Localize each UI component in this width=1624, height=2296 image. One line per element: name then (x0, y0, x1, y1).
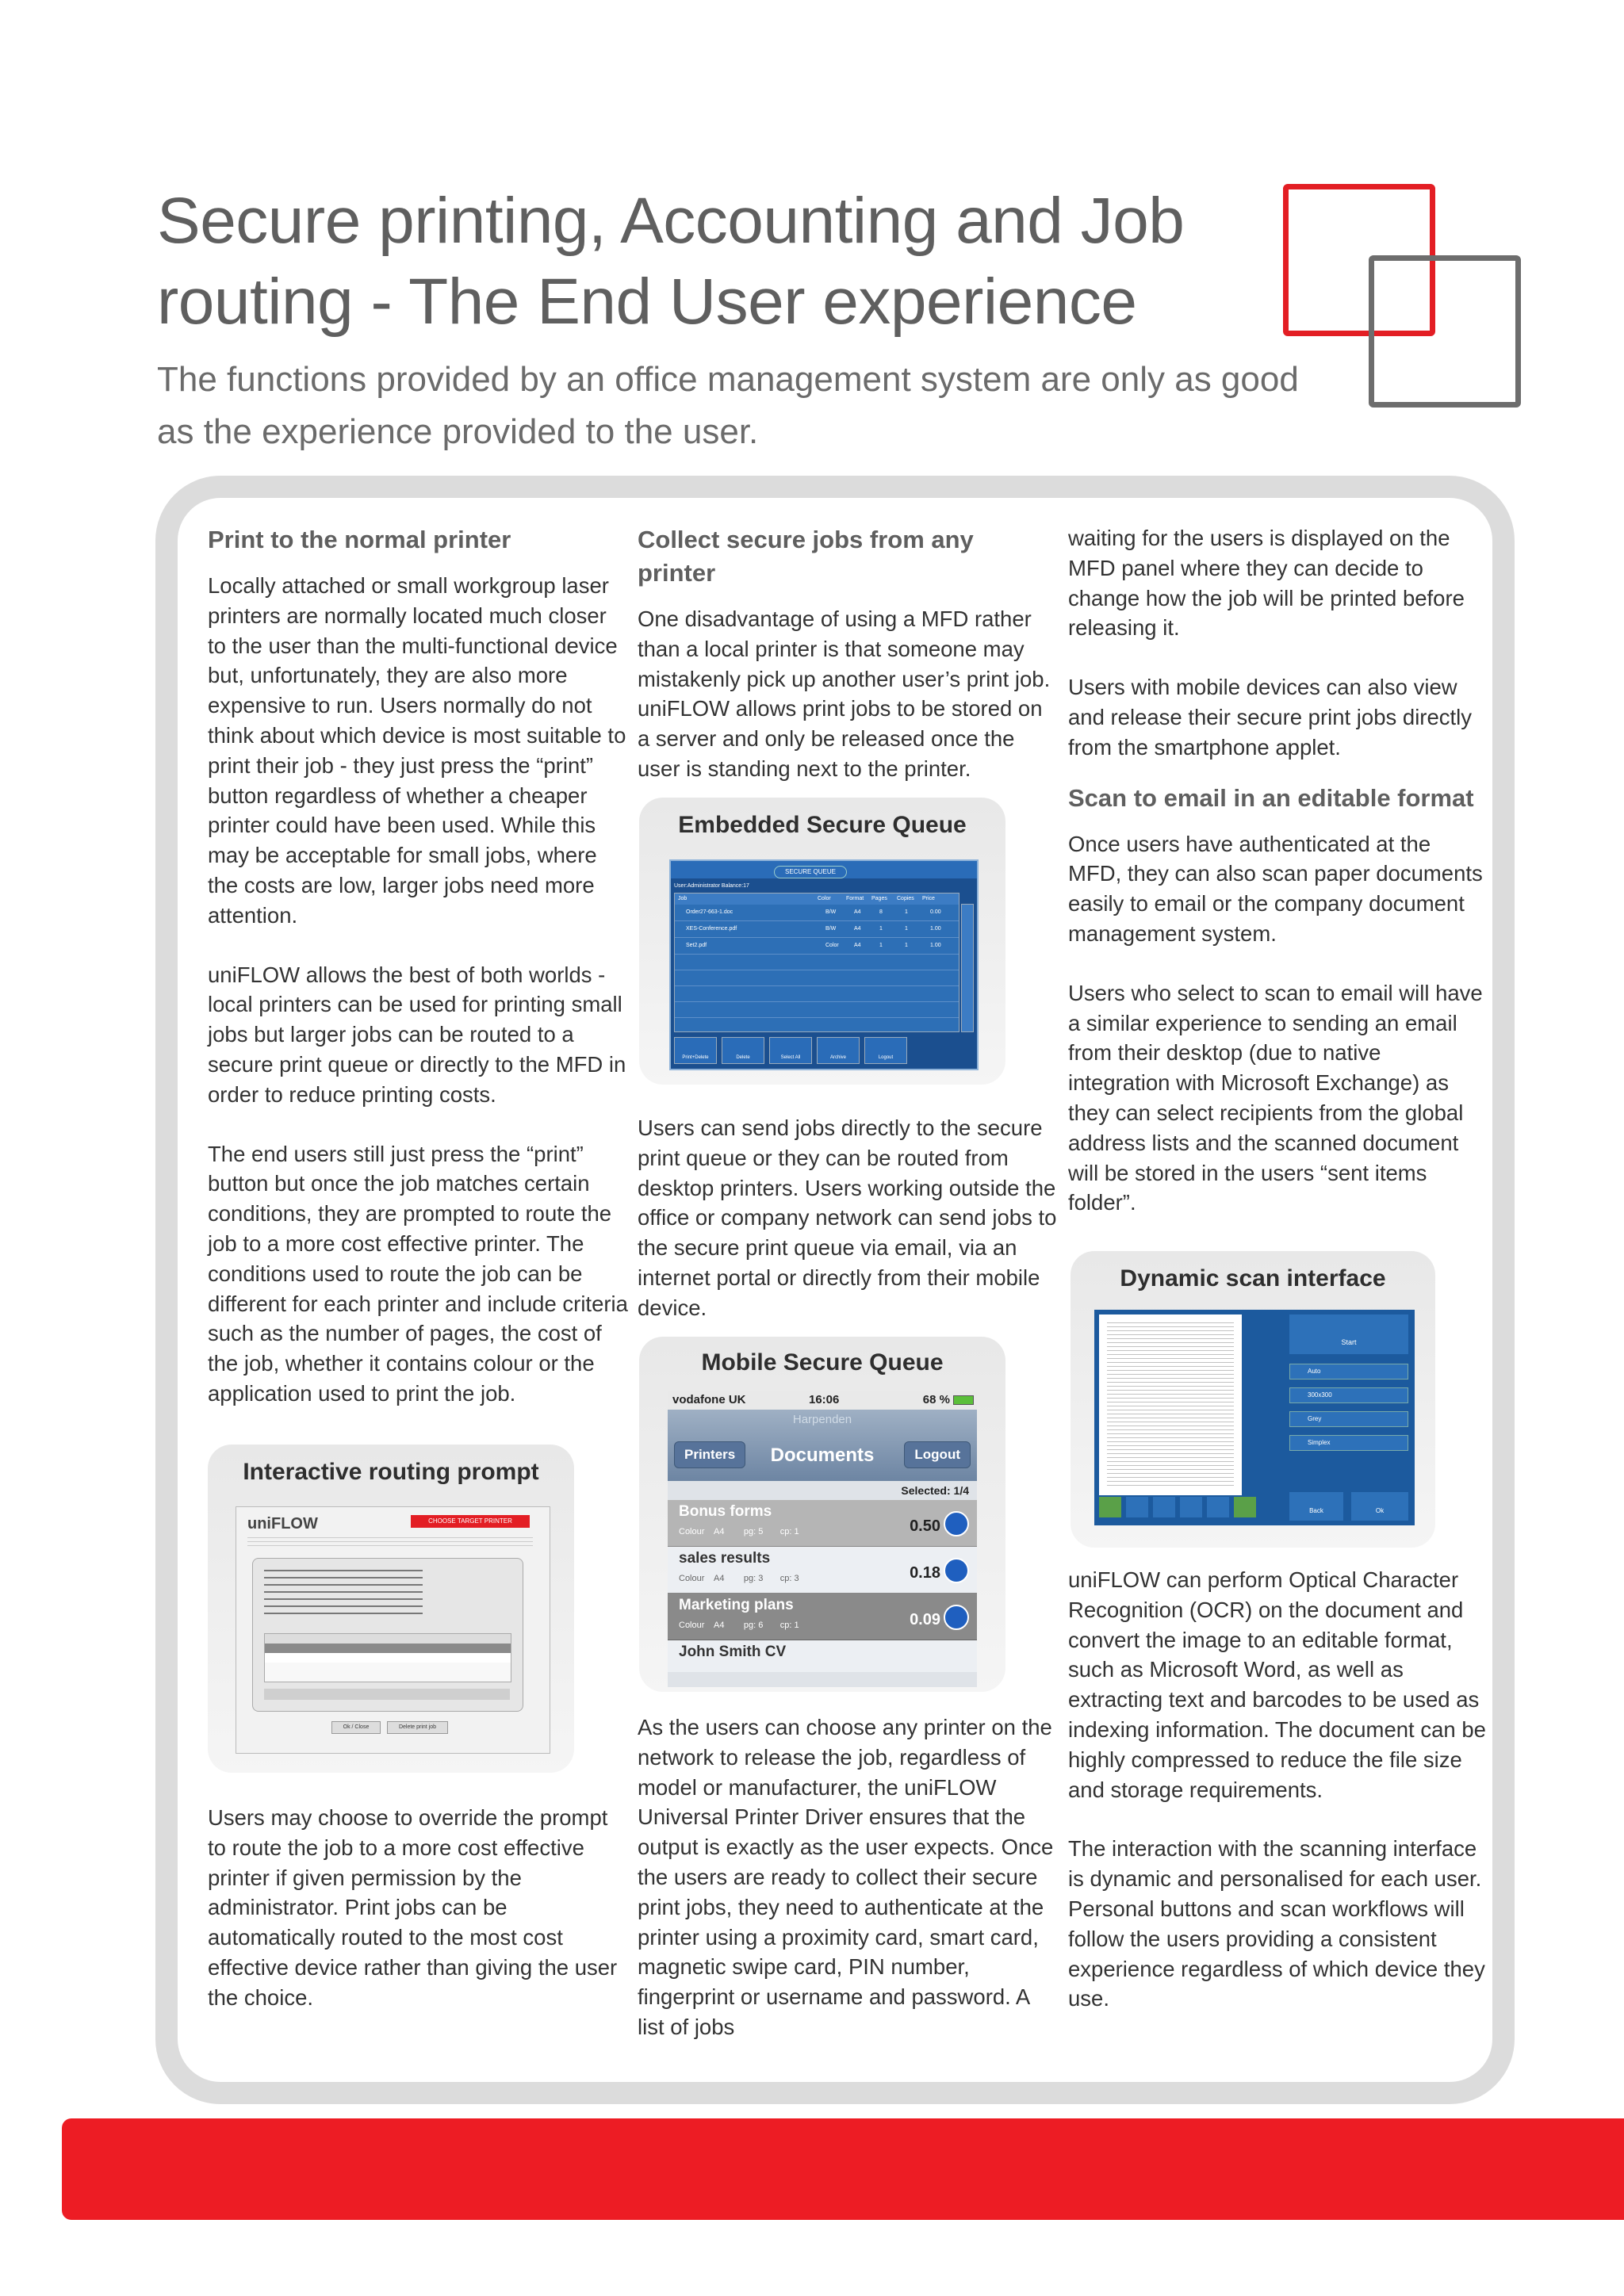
select-all-button[interactable]: Select All (769, 1037, 812, 1064)
logo-grey-square (1369, 255, 1521, 408)
chevron-right-icon (944, 1605, 969, 1630)
paragraph: The end users still just press the “print” button but once the job matches certain conditions, they are prompted to route the job to a more cost effective printer. The conditions used to route the job can be different for each printer and include criteria such as the number of pages, the cost of the job, whether it contains colour or the application used to print the job. (208, 1141, 628, 1406)
column-1-bottom (208, 1803, 628, 2013)
ok-button[interactable]: Ok (1351, 1492, 1408, 1521)
page-subtitle: The functions provided by an office management system are only as good as the experience provided to the user. (157, 360, 1299, 451)
paragraph: Once users have authenticated at the MFD, they can also scan paper documents easily to email or the company document management system. (1068, 831, 1483, 946)
printers-back-button[interactable]: Printers (674, 1441, 745, 1468)
color-select[interactable]: Grey (1289, 1411, 1408, 1427)
next-icon[interactable] (1234, 1497, 1256, 1517)
paragraph: uniFLOW can perform Optical Character Recognition (OCR) on the document and convert the image to an editable format, such as Microsoft Word, as well as extracting text and barcodes to be used as indexing information. The document can be highly compressed to reduce the file size and storage requirements. (1068, 1567, 1486, 1802)
choose-target-button[interactable]: CHOOSE TARGET PRINTER (411, 1515, 530, 1528)
paragraph: Users who select to scan to email will have a similar experience to sending an email from their desktop (due to native integration with Microsoft Exchange) as they can select recipients from the global address lists and the scanned document will be stored in the users “sent items folder”. (1068, 980, 1483, 1215)
back-button[interactable]: Back (1289, 1492, 1343, 1521)
list-item[interactable]: sales results Colour A4 pg: 3 cp: 3 0.18 (668, 1547, 977, 1594)
duplex-select[interactable]: Simplex (1289, 1435, 1408, 1451)
column-3 (1068, 523, 1488, 1218)
tool-icon[interactable] (1126, 1497, 1148, 1517)
card-title: Mobile Secure Queue (701, 1349, 944, 1376)
section-heading: Print to the normal printer (208, 526, 511, 553)
secure-queue-screen (669, 859, 979, 1070)
page-count: 1 / 1 Pages (1158, 1487, 1190, 1494)
document-preview (1099, 1314, 1242, 1495)
column-1 (208, 523, 628, 1409)
paragraph: uniFLOW allows the best of both worlds - local printers can be used for printing small jobs but larger jobs can be routed to a secure print queue or directly to the MFD in order to reduce printing costs. (208, 962, 626, 1107)
paragraph: Users can send jobs directly to the secure print queue or they can be routed from desktop printers. Users working outside the office or company network can send jobs to the secure print queue via email, via an internet portal or directly from their mobile device. (638, 1115, 1057, 1320)
queue-row[interactable]: Set2.pdf Color A4 1 1 1.00 (675, 938, 959, 955)
section-heading: Collect secure jobs from any printer (638, 526, 974, 587)
paragraph: Locally attached or small workgroup laser printers are normally located much closer to the user than the multi-functional device but, unfortunately, they are also more expensive to run. Users normally do not think about which device is most suitable to print their job - they just press the “print” button regardless of whether a cheaper printer could have been used. While this may be acceptable for small jobs, where the costs are low, larger jobs need more attention. (208, 573, 626, 928)
list-item[interactable]: Bonus forms Colour A4 pg: 5 cp: 1 0.50 (668, 1500, 977, 1547)
logout-button[interactable]: Logout (864, 1037, 907, 1064)
section-heading: Scan to email in an editable format (1068, 783, 1474, 812)
column-3-bottom (1068, 1565, 1488, 2014)
nav-bar (668, 1410, 977, 1481)
chevron-right-icon (944, 1558, 969, 1583)
resolution-mode-select[interactable]: Auto (1289, 1364, 1408, 1380)
prev-icon[interactable] (1099, 1497, 1121, 1517)
queue-toolbar (674, 1037, 907, 1064)
routing-prompt-card (208, 1445, 574, 1773)
paragraph: As the users can choose any printer on the network to release the job, regardless of model or manufacturer, the uniFLOW Universal Printer Driver ensures that the output is exactly as the user expects. Once the users are ready to collect their secure print jobs, they need to authenticate at the printer using a proximity card, smart card, magnetic swipe card, PIN number, fingerprint or username and password. A list of jobs (638, 1715, 1054, 2039)
ok-close-button[interactable]: Ok / Close (331, 1721, 381, 1734)
status-bar: vodafone UK 16:06 68 % (668, 1391, 977, 1410)
column-2 (638, 523, 1058, 784)
tool-icon[interactable] (1180, 1497, 1202, 1517)
column-2-bottom (638, 1712, 1058, 2042)
scan-options (1289, 1364, 1408, 1451)
secure-queue-title: SECURE QUEUE (774, 866, 847, 878)
list-item[interactable]: Marketing plans Colour A4 pg: 6 cp: 1 0.09 (668, 1594, 977, 1640)
location-label: Harpenden (792, 1413, 852, 1426)
user-balance: User:Administrator Balance:17 (674, 883, 749, 889)
paragraph: One disadvantage of using a MFD rather than a local printer is that someone may mistakenly pick up another user’s print job. uniFLOW allows print jobs to be stored on a server and only be released once the user is standing next to the printer. (638, 607, 1051, 781)
resolution-select[interactable]: 300x300 (1289, 1387, 1408, 1403)
card-title: Embedded Secure Queue (678, 812, 967, 838)
uniflow-logo: uniFLOW (247, 1515, 318, 1533)
mobile-screen (668, 1391, 977, 1687)
scan-toolbar (1099, 1497, 1256, 1517)
selected-count: Selected: 1/4 (901, 1484, 969, 1497)
paragraph: Users with mobile devices can also view and release their secure print jobs directly from the smartphone applet. (1068, 675, 1473, 760)
mobile-queue-card (639, 1337, 1005, 1692)
battery-icon (953, 1395, 974, 1405)
paragraph: The interaction with the scanning interface is dynamic and personalised for each user. Personal buttons and scan workflows will follow the users providing a consistent experience regardless of which device they use. (1068, 1836, 1485, 2011)
list-item[interactable]: John Smith CV (668, 1640, 977, 1672)
logout-button[interactable]: Logout (904, 1441, 971, 1468)
scan-interface-card (1071, 1251, 1435, 1548)
chevron-right-icon (944, 1511, 969, 1536)
queue-header-row: Job Color Format Pages Copies Price (675, 894, 959, 905)
tool-icon[interactable] (1207, 1497, 1229, 1517)
document-list (668, 1500, 977, 1672)
queue-row[interactable]: XES-Conference.pdf B/W A4 1 1 1.00 (675, 921, 959, 938)
paragraph: waiting for the users is displayed on the MFD panel where they can decide to change how the job will be printed before releasing it. (1068, 526, 1465, 641)
tool-icon[interactable] (1153, 1497, 1175, 1517)
page-title: Secure printing, Accounting and Job routing - The End User experience (157, 185, 1185, 338)
delete-button[interactable]: Delete (722, 1037, 764, 1064)
screen-title: Documents (770, 1445, 875, 1466)
start-button[interactable]: Start (1289, 1314, 1408, 1354)
card-title: Dynamic scan interface (1120, 1265, 1386, 1292)
queue-scrollbar[interactable] (961, 904, 974, 1032)
paragraph: Users may choose to override the prompt to route the job to a more cost effective printer if given permission by the administrator. Print jobs can be automatically routed to the most cost effective device rather than giving the user the choice. (208, 1805, 618, 2010)
queue-row[interactable]: Order27-663-1.doc B/W A4 8 1 0.00 (675, 905, 959, 921)
routing-dialog (236, 1506, 550, 1754)
delete-job-button[interactable]: Delete print job (387, 1721, 448, 1734)
secure-queue-card (639, 798, 1005, 1085)
print-delete-button[interactable]: Print+Delete (674, 1037, 717, 1064)
scan-screen (1094, 1310, 1415, 1525)
job-details-box (252, 1558, 523, 1712)
archive-button[interactable]: Archive (817, 1037, 860, 1064)
card-title: Interactive routing prompt (243, 1459, 539, 1485)
footer-bar (62, 2118, 1624, 2220)
column-2-middle (638, 1113, 1058, 1323)
